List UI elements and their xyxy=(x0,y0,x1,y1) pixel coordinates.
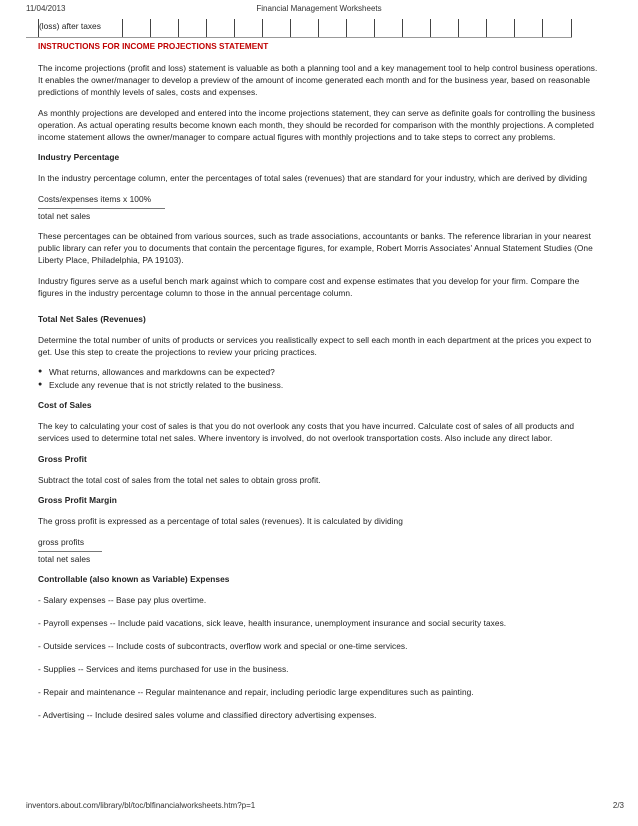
table-divider xyxy=(571,19,572,37)
section-heading-net-sales: Total Net Sales (Revenues) xyxy=(38,313,146,324)
header-date: 11/04/2013 xyxy=(26,4,66,13)
table-divider xyxy=(542,19,543,37)
table-divider xyxy=(346,19,347,37)
instructions-heading: INSTRUCTIONS FOR INCOME PROJECTIONS STATEMENT xyxy=(38,42,269,51)
expense-item: - Supplies -- Services and items purchased for use in the business. xyxy=(38,664,289,674)
fraction-denominator: total net sales xyxy=(38,210,91,221)
industry-paragraph: These percentages can be obtained from various sources, such as trade associations, accountants or banks. The reference librarian in your nearest public library can refer you to documents that contain the percentage figures, for example, Robert Morris Associates' Annual Statement Studies (One Liberty Place, Philadelphia, PA 19103). xyxy=(38,231,593,265)
table-divider xyxy=(430,19,431,37)
instructions-paragraph: As monthly projections are developed and entered into the income projections statement, they can serve as definite goals for controlling the business operation. As actual operating results become known each month, they should be recorded for comparison with the monthly projections. A completed income statement allows the owner/manager to compare actual figures with monthly projections and to take steps to correct any problems. xyxy=(38,107,596,142)
list-item: ● What returns, allowances and markdowns can be expected? xyxy=(38,366,598,378)
footer-url: inventors.about.com/library/bl/toc/blfinancialworksheets.htm?p=1 xyxy=(26,801,256,810)
net-sales-bullets xyxy=(38,366,598,391)
table-row-label: (loss) after taxes xyxy=(39,21,101,31)
section-heading-gross-profit: Gross Profit xyxy=(38,453,87,464)
industry-fraction xyxy=(38,193,598,222)
section-heading-controllable-expenses: Controllable (also known as Variable) Expenses xyxy=(38,574,230,584)
table-divider xyxy=(262,19,263,37)
table-divider xyxy=(318,19,319,37)
industry-paragraph: Industry figures serve as a useful bench mark against which to compare cost and expense estimates that you develop for your firm. Compare the figures in the industry percentage column to those in the annual percentage column. xyxy=(38,275,580,298)
expense-item: - Repair and maintenance -- Regular maintenance and repair, including periodic large expenditures such as painting. xyxy=(38,687,474,697)
gross-profit-paragraph: Subtract the total cost of sales from the total net sales to obtain gross profit. xyxy=(38,474,321,485)
instructions-paragraph: The income projections (profit and loss) statement is valuable as both a planning tool and a key management tool to help control business operations. It enables the owner/manager to develop a preview of the amount of income generated each month and for the business year, based on reasonable predictions of monthly levels of sales, costs and expenses. xyxy=(38,63,598,97)
table-divider xyxy=(150,19,151,37)
section-heading-industry-percentage: Industry Percentage xyxy=(38,152,120,162)
table-divider xyxy=(206,19,207,37)
fraction-bar xyxy=(38,208,165,209)
header-title: Financial Management Worksheets xyxy=(256,4,382,13)
expense-item: - Outside services -- Include costs of subcontracts, overflow work and special or one-time services. xyxy=(38,641,408,651)
section-heading-gross-profit-margin: Gross Profit Margin xyxy=(38,495,117,505)
gross-margin-fraction xyxy=(38,536,598,565)
table-divider xyxy=(486,19,487,37)
expense-item: - Payroll expenses -- Include paid vacations, sick leave, health insurance, unemployment insurance and social security taxes. xyxy=(38,618,507,628)
footer-page-number: 2/3 xyxy=(612,801,624,810)
table-divider xyxy=(290,19,291,37)
gross-margin-paragraph: The gross profit is expressed as a percentage of total sales (revenues). It is calculated by dividing xyxy=(38,516,403,526)
expense-item: - Salary expenses -- Base pay plus overtime. xyxy=(38,595,207,605)
expense-item: - Advertising -- Include desired sales volume and classified directory advertising expenses. xyxy=(38,710,377,720)
list-item: ● Exclude any revenue that is not strictly related to the business. xyxy=(38,379,598,391)
table-divider xyxy=(374,19,375,37)
table-divider xyxy=(234,19,235,37)
table-divider xyxy=(178,19,179,37)
table-divider xyxy=(458,19,459,37)
document-body xyxy=(38,40,598,732)
fraction-numerator: gross profits xyxy=(38,536,85,547)
table-strip xyxy=(26,19,572,38)
table-divider xyxy=(402,19,403,37)
section-heading-cost-of-sales: Cost of Sales xyxy=(38,400,92,410)
table-divider xyxy=(122,19,123,37)
fraction-denominator: total net sales xyxy=(38,553,91,564)
table-divider xyxy=(38,19,39,37)
fraction-bar xyxy=(38,551,102,552)
industry-paragraph: In the industry percentage column, enter the percentages of total sales (revenues) that are standard for your industry, which are derived by dividing xyxy=(38,173,588,183)
table-divider xyxy=(514,19,515,37)
cost-of-sales-paragraph: The key to calculating your cost of sales is that you do not overlook any costs that you have incurred. Calculate cost of sales of all products and services used to determine total net sales. Where inventory is involved, do not overlook transportation costs. Also include any direct labor. xyxy=(38,421,575,443)
fraction-numerator: Costs/expenses items x 100% xyxy=(38,193,152,204)
net-sales-paragraph: Determine the total number of units of products or services you realistically expect to sell each month in each department at the prices you expect to get. Use this step to create the projections to review your pricing practices. xyxy=(38,334,592,357)
